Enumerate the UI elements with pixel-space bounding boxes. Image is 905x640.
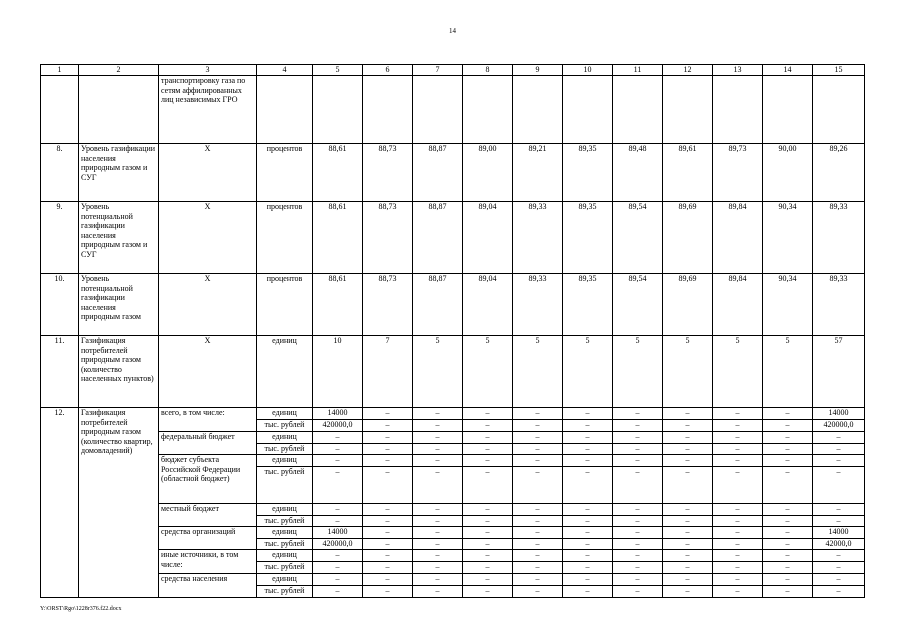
unit-cell: тыс. рублей xyxy=(257,586,313,598)
column3-cell: транспортировку газа по сетям аффилированных лиц независимых ГРО xyxy=(159,76,257,144)
value-cell: 89,48 xyxy=(613,144,663,202)
value-cell: 89,33 xyxy=(513,274,563,336)
value-cell: – xyxy=(513,504,563,516)
value-cell: – xyxy=(763,574,813,586)
value-cell: – xyxy=(413,467,463,504)
value-cell: – xyxy=(463,432,513,444)
value-cell: 89,54 xyxy=(613,274,663,336)
unit-cell: единиц xyxy=(257,527,313,539)
table-row-sub xyxy=(41,550,865,562)
value-cell: – xyxy=(363,467,413,504)
value-cell: 88,73 xyxy=(363,274,413,336)
value-cell: 420000,0 xyxy=(813,420,865,432)
value-cell: – xyxy=(363,586,413,598)
value-cell: – xyxy=(763,467,813,504)
funding-source-cell: местный бюджет xyxy=(159,504,257,527)
value-cell xyxy=(663,76,713,144)
value-cell: – xyxy=(813,444,865,455)
value-cell: 89,84 xyxy=(713,202,763,274)
value-cell: 90,34 xyxy=(763,202,813,274)
value-cell: 57 xyxy=(813,336,865,408)
value-cell: – xyxy=(563,455,613,467)
value-cell: – xyxy=(713,550,763,562)
indicator-name-cell: Уровень потенциальной газификации населения природным газом и СУГ xyxy=(79,202,159,274)
value-cell xyxy=(313,76,363,144)
table-row xyxy=(41,274,865,336)
value-cell: – xyxy=(463,539,513,550)
value-cell: – xyxy=(663,467,713,504)
value-cell: – xyxy=(313,455,363,467)
value-cell: – xyxy=(663,420,713,432)
value-cell: – xyxy=(563,432,613,444)
value-cell: – xyxy=(463,455,513,467)
unit-cell: единиц xyxy=(257,550,313,562)
value-cell: – xyxy=(363,504,413,516)
unit-cell: единиц xyxy=(257,504,313,516)
value-cell: – xyxy=(363,550,413,562)
value-cell: 14000 xyxy=(313,408,363,420)
table-row-sub xyxy=(41,574,865,586)
unit-cell: единиц xyxy=(257,432,313,444)
value-cell: – xyxy=(413,504,463,516)
value-cell: – xyxy=(613,504,663,516)
column-header: 15 xyxy=(813,65,865,76)
value-cell: – xyxy=(313,574,363,586)
value-cell xyxy=(463,76,513,144)
value-cell: 14000 xyxy=(813,527,865,539)
indicator-name-cell: Уровень потенциальной газификации населения природным газом xyxy=(79,274,159,336)
value-cell: – xyxy=(613,432,663,444)
value-cell: – xyxy=(563,516,613,527)
table-row-sub xyxy=(41,432,865,444)
funding-source-cell: средства населения xyxy=(159,574,257,598)
value-cell: – xyxy=(313,467,363,504)
value-cell xyxy=(613,76,663,144)
unit-cell: тыс. рублей xyxy=(257,420,313,432)
value-cell: – xyxy=(663,444,713,455)
column-header: 1 xyxy=(41,65,79,76)
value-cell: – xyxy=(813,574,865,586)
column-header: 12 xyxy=(663,65,713,76)
unit-cell xyxy=(257,76,313,144)
value-cell: – xyxy=(713,527,763,539)
value-cell xyxy=(813,76,865,144)
unit-cell: тыс. рублей xyxy=(257,444,313,455)
value-cell: 89,33 xyxy=(813,274,865,336)
value-cell: – xyxy=(563,467,613,504)
value-cell: – xyxy=(413,516,463,527)
value-cell: 90,00 xyxy=(763,144,813,202)
value-cell: – xyxy=(713,432,763,444)
value-cell: – xyxy=(363,432,413,444)
value-cell: – xyxy=(513,539,563,550)
value-cell: – xyxy=(813,550,865,562)
value-cell: 89,35 xyxy=(563,144,613,202)
funding-source-cell: федеральный бюджет xyxy=(159,432,257,455)
value-cell: – xyxy=(763,539,813,550)
value-cell: – xyxy=(613,408,663,420)
indicator-name-cell: Газификация потребителей природным газом (количество населенных пунктов) xyxy=(79,336,159,408)
value-cell: – xyxy=(363,574,413,586)
value-cell: – xyxy=(563,527,613,539)
value-cell: 88,73 xyxy=(363,202,413,274)
value-cell: 89,04 xyxy=(463,202,513,274)
unit-cell: процентов xyxy=(257,202,313,274)
value-cell: – xyxy=(713,539,763,550)
value-cell: – xyxy=(513,420,563,432)
value-cell: – xyxy=(613,444,663,455)
value-cell: – xyxy=(763,527,813,539)
value-cell: – xyxy=(763,455,813,467)
column-header: 2 xyxy=(79,65,159,76)
row-number-cell: 12. xyxy=(41,408,79,598)
value-cell: – xyxy=(513,444,563,455)
value-cell: 14000 xyxy=(313,527,363,539)
column-header: 14 xyxy=(763,65,813,76)
value-cell: – xyxy=(313,504,363,516)
value-cell: 5 xyxy=(413,336,463,408)
value-cell: – xyxy=(563,550,613,562)
value-cell: – xyxy=(363,516,413,527)
file-path-footer: Y:\ORST\Rgo\1228r376.f22.docx xyxy=(40,606,122,612)
value-cell: – xyxy=(813,586,865,598)
value-cell: 89,04 xyxy=(463,274,513,336)
value-cell: 89,69 xyxy=(663,202,713,274)
value-cell: – xyxy=(613,467,663,504)
value-cell: – xyxy=(313,432,363,444)
value-cell: – xyxy=(613,550,663,562)
value-cell: – xyxy=(763,408,813,420)
value-cell: 89,69 xyxy=(663,274,713,336)
value-cell: 88,87 xyxy=(413,274,463,336)
value-cell: – xyxy=(413,562,463,574)
value-cell: – xyxy=(313,516,363,527)
row-number-cell: 8. xyxy=(41,144,79,202)
column-header: 11 xyxy=(613,65,663,76)
value-cell: – xyxy=(563,408,613,420)
column-header: 9 xyxy=(513,65,563,76)
value-cell: – xyxy=(613,574,663,586)
value-cell: – xyxy=(713,444,763,455)
value-cell: – xyxy=(513,408,563,420)
value-cell: – xyxy=(463,574,513,586)
indicator-name-cell: Уровень газификации населения природным газом и СУГ xyxy=(79,144,159,202)
value-cell: – xyxy=(463,516,513,527)
value-cell: 88,87 xyxy=(413,144,463,202)
value-cell: – xyxy=(363,420,413,432)
value-cell: – xyxy=(363,455,413,467)
value-cell: 5 xyxy=(513,336,563,408)
value-cell: 89,26 xyxy=(813,144,865,202)
unit-cell: тыс. рублей xyxy=(257,467,313,504)
value-cell: – xyxy=(313,550,363,562)
unit-cell: тыс. рублей xyxy=(257,562,313,574)
column-header: 4 xyxy=(257,65,313,76)
value-cell: – xyxy=(663,516,713,527)
row-number-cell: 10. xyxy=(41,274,79,336)
value-cell xyxy=(413,76,463,144)
value-cell: – xyxy=(363,562,413,574)
column-header: 10 xyxy=(563,65,613,76)
value-cell: – xyxy=(563,539,613,550)
indicator-name-cell xyxy=(79,76,159,144)
table-row-sub xyxy=(41,408,865,420)
unit-cell: единиц xyxy=(257,455,313,467)
value-cell: – xyxy=(363,539,413,550)
value-cell: 89,33 xyxy=(513,202,563,274)
funding-source-cell: иные источники, в том числе: xyxy=(159,550,257,574)
value-cell: – xyxy=(463,408,513,420)
value-cell: – xyxy=(763,516,813,527)
unit-cell: тыс. рублей xyxy=(257,516,313,527)
value-cell: – xyxy=(413,539,463,550)
column-header: 5 xyxy=(313,65,363,76)
funding-source-cell: всего, в том числе: xyxy=(159,408,257,432)
value-cell: 89,35 xyxy=(563,202,613,274)
value-cell: – xyxy=(613,539,663,550)
value-cell: – xyxy=(513,562,563,574)
value-cell: 90,34 xyxy=(763,274,813,336)
column-header: 7 xyxy=(413,65,463,76)
value-cell: – xyxy=(663,574,713,586)
column3-cell: Х xyxy=(159,336,257,408)
column3-cell: Х xyxy=(159,202,257,274)
value-cell: 88,61 xyxy=(313,202,363,274)
table-row-sub xyxy=(41,527,865,539)
value-cell: 88,87 xyxy=(413,202,463,274)
value-cell: – xyxy=(763,432,813,444)
table-row-sub xyxy=(41,455,865,467)
value-cell: – xyxy=(563,562,613,574)
value-cell: – xyxy=(613,527,663,539)
row-number-cell: 9. xyxy=(41,202,79,274)
value-cell: – xyxy=(413,444,463,455)
unit-cell: единиц xyxy=(257,408,313,420)
value-cell: – xyxy=(563,504,613,516)
header-row xyxy=(41,65,865,76)
value-cell: – xyxy=(463,527,513,539)
value-cell: – xyxy=(513,516,563,527)
value-cell: – xyxy=(663,432,713,444)
value-cell: – xyxy=(713,467,763,504)
value-cell: – xyxy=(663,504,713,516)
value-cell: 89,61 xyxy=(663,144,713,202)
value-cell: 89,73 xyxy=(713,144,763,202)
value-cell: – xyxy=(713,574,763,586)
value-cell: – xyxy=(613,455,663,467)
value-cell: – xyxy=(713,455,763,467)
value-cell xyxy=(563,76,613,144)
value-cell: – xyxy=(513,586,563,598)
row-number-cell: 11. xyxy=(41,336,79,408)
value-cell: 10 xyxy=(313,336,363,408)
value-cell: – xyxy=(663,539,713,550)
value-cell: – xyxy=(363,444,413,455)
data-table xyxy=(40,64,865,598)
value-cell: – xyxy=(413,408,463,420)
value-cell: – xyxy=(413,420,463,432)
table-row-sub xyxy=(41,504,865,516)
value-cell: – xyxy=(763,420,813,432)
value-cell: 89,35 xyxy=(563,274,613,336)
value-cell: – xyxy=(613,516,663,527)
value-cell: – xyxy=(413,455,463,467)
value-cell: – xyxy=(313,444,363,455)
value-cell: – xyxy=(663,550,713,562)
value-cell xyxy=(713,76,763,144)
value-cell: – xyxy=(663,408,713,420)
value-cell: – xyxy=(563,420,613,432)
value-cell: – xyxy=(463,420,513,432)
unit-cell: тыс. рублей xyxy=(257,539,313,550)
column-header: 3 xyxy=(159,65,257,76)
row-number-cell xyxy=(41,76,79,144)
value-cell: 7 xyxy=(363,336,413,408)
value-cell: – xyxy=(763,562,813,574)
value-cell: – xyxy=(513,455,563,467)
unit-cell: единиц xyxy=(257,336,313,408)
value-cell: – xyxy=(713,408,763,420)
value-cell: 5 xyxy=(613,336,663,408)
value-cell: – xyxy=(413,574,463,586)
value-cell: – xyxy=(713,504,763,516)
value-cell: – xyxy=(513,527,563,539)
value-cell: – xyxy=(613,586,663,598)
value-cell: – xyxy=(463,586,513,598)
value-cell: – xyxy=(763,444,813,455)
value-cell: – xyxy=(713,516,763,527)
value-cell: – xyxy=(613,420,663,432)
value-cell: – xyxy=(813,562,865,574)
value-cell: 42000,0 xyxy=(813,539,865,550)
value-cell: 5 xyxy=(663,336,713,408)
value-cell: – xyxy=(413,586,463,598)
value-cell: – xyxy=(563,444,613,455)
value-cell: 420000,0 xyxy=(313,420,363,432)
value-cell: 88,61 xyxy=(313,274,363,336)
value-cell: – xyxy=(563,586,613,598)
value-cell: – xyxy=(463,550,513,562)
value-cell: – xyxy=(763,504,813,516)
value-cell: – xyxy=(713,586,763,598)
column-header: 13 xyxy=(713,65,763,76)
value-cell: 89,54 xyxy=(613,202,663,274)
page-number: 14 xyxy=(449,27,456,35)
value-cell: 14000 xyxy=(813,408,865,420)
value-cell: – xyxy=(663,455,713,467)
value-cell: – xyxy=(563,574,613,586)
value-cell: 89,00 xyxy=(463,144,513,202)
value-cell: – xyxy=(463,444,513,455)
value-cell: – xyxy=(713,420,763,432)
value-cell: – xyxy=(513,432,563,444)
value-cell xyxy=(363,76,413,144)
value-cell: 89,21 xyxy=(513,144,563,202)
value-cell: – xyxy=(513,467,563,504)
table-row-continued xyxy=(41,76,865,144)
value-cell: – xyxy=(363,408,413,420)
value-cell xyxy=(763,76,813,144)
table-row xyxy=(41,144,865,202)
table-row xyxy=(41,336,865,408)
unit-cell: процентов xyxy=(257,144,313,202)
value-cell: – xyxy=(413,527,463,539)
value-cell xyxy=(513,76,563,144)
value-cell: – xyxy=(663,527,713,539)
value-cell: – xyxy=(463,504,513,516)
column3-cell: Х xyxy=(159,274,257,336)
unit-cell: единиц xyxy=(257,574,313,586)
indicator-name-cell: Газификация потребителей природным газом (количество квартир, домовладений) xyxy=(79,408,159,598)
value-cell: – xyxy=(813,504,865,516)
value-cell: 89,33 xyxy=(813,202,865,274)
value-cell: 5 xyxy=(763,336,813,408)
value-cell: – xyxy=(663,562,713,574)
column-header: 6 xyxy=(363,65,413,76)
value-cell: – xyxy=(313,586,363,598)
value-cell: – xyxy=(463,562,513,574)
column3-cell: Х xyxy=(159,144,257,202)
value-cell: – xyxy=(763,550,813,562)
value-cell: 5 xyxy=(463,336,513,408)
value-cell: – xyxy=(813,432,865,444)
value-cell: – xyxy=(463,467,513,504)
funding-source-cell: бюджет субъекта Российской Федерации (областной бюджет) xyxy=(159,455,257,504)
value-cell: 5 xyxy=(563,336,613,408)
value-cell: 88,73 xyxy=(363,144,413,202)
unit-cell: процентов xyxy=(257,274,313,336)
value-cell: 5 xyxy=(713,336,763,408)
value-cell: – xyxy=(613,562,663,574)
value-cell: – xyxy=(813,516,865,527)
value-cell: – xyxy=(813,455,865,467)
value-cell: – xyxy=(763,586,813,598)
value-cell: – xyxy=(363,527,413,539)
value-cell: – xyxy=(413,550,463,562)
table-row xyxy=(41,202,865,274)
value-cell: – xyxy=(413,432,463,444)
value-cell: – xyxy=(813,467,865,504)
value-cell: 88,61 xyxy=(313,144,363,202)
value-cell: – xyxy=(313,562,363,574)
value-cell: 420000,0 xyxy=(313,539,363,550)
value-cell: – xyxy=(663,586,713,598)
value-cell: – xyxy=(513,550,563,562)
column-header: 8 xyxy=(463,65,513,76)
value-cell: – xyxy=(713,562,763,574)
funding-source-cell: средства организаций xyxy=(159,527,257,550)
value-cell: – xyxy=(513,574,563,586)
value-cell: 89,84 xyxy=(713,274,763,336)
